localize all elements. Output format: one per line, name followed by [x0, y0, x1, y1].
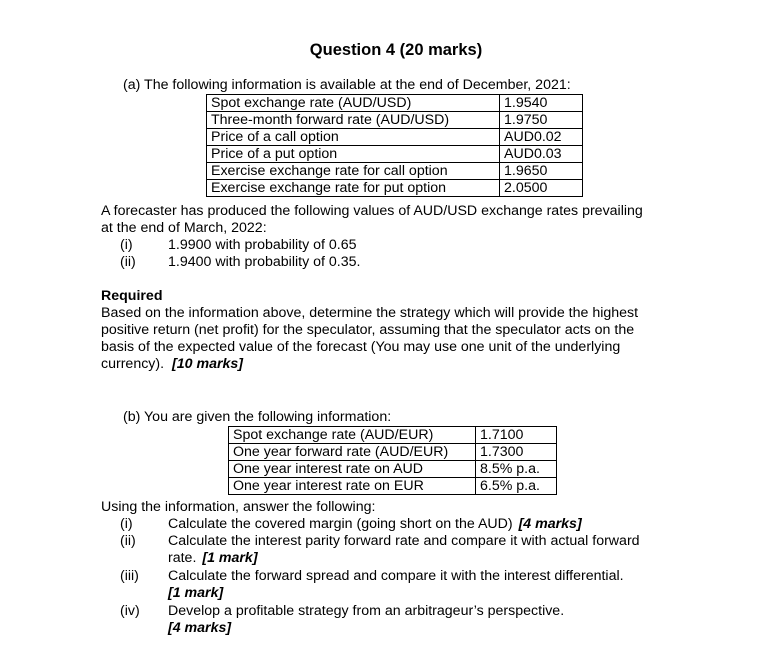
table-row — [229, 444, 557, 461]
forecast-item — [120, 254, 360, 271]
table-cell-value: 1.7100 — [476, 427, 557, 444]
table-cell-label: Exercise exchange rate for put option — [207, 180, 500, 197]
part-b-table — [228, 426, 557, 495]
question-item — [120, 516, 582, 533]
question-number: (iii) — [120, 568, 139, 584]
table-row — [229, 461, 557, 478]
table-row — [207, 163, 583, 180]
question-marks: [4 marks] — [168, 620, 232, 636]
table-cell-value: 1.9650 — [500, 163, 583, 180]
forecast-item-text: 1.9900 with probability of 0.65 — [168, 237, 357, 253]
table-cell-label: One year interest rate on AUD — [229, 461, 476, 478]
forecast-item-number: (i) — [120, 237, 133, 253]
table-row — [207, 146, 583, 163]
question-text: Calculate the covered margin (going short on the AUD) — [168, 516, 513, 532]
table-cell-value: 8.5% p.a. — [476, 461, 557, 478]
required-heading: Required — [101, 288, 163, 304]
table-row — [207, 129, 583, 146]
forecast-item — [120, 237, 357, 254]
required-marks: [10 marks] — [172, 356, 244, 372]
table-cell-label: Spot exchange rate (AUD/EUR) — [229, 427, 476, 444]
table-row — [229, 478, 557, 495]
table-cell-value: 1.9750 — [500, 112, 583, 129]
question-marks: [4 marks] — [518, 516, 582, 532]
question-text: Calculate the interest parity forward rate and compare it with actual forward — [168, 533, 640, 549]
required-last-text: currency). — [101, 356, 165, 372]
table-cell-value: 2.0500 — [500, 180, 583, 197]
forecast-line-1: A forecaster has produced the following values of AUD/USD exchange rates prevailing — [101, 203, 643, 219]
table-cell-value: 1.7300 — [476, 444, 557, 461]
question-text: Develop a profitable strategy from an arbitrageur’s perspective. — [168, 603, 565, 619]
table-cell-value: AUD0.03 — [500, 146, 583, 163]
required-line: basis of the expected value of the forecast (You may use one unit of the underlying — [101, 339, 621, 355]
page-title: Question 4 (20 marks) — [309, 41, 483, 59]
table-row — [229, 427, 557, 444]
table-row — [207, 180, 583, 197]
question-marks: [1 mark] — [202, 550, 258, 566]
table-cell-label: Spot exchange rate (AUD/USD) — [207, 95, 500, 112]
table-cell-label: One year forward rate (AUD/EUR) — [229, 444, 476, 461]
question-continuation — [168, 550, 258, 567]
question-item — [120, 533, 640, 550]
question-number: (ii) — [120, 533, 136, 549]
question-marks: [1 mark] — [168, 585, 224, 601]
table-cell-value: AUD0.02 — [500, 129, 583, 146]
question-number: (i) — [120, 516, 133, 532]
table-cell-label: Exercise exchange rate for call option — [207, 163, 500, 180]
table-cell-value: 1.9540 — [500, 95, 583, 112]
question-item — [120, 603, 564, 620]
using-line: Using the information, answer the following: — [101, 499, 376, 515]
required-line: Based on the information above, determine the strategy which will provide the highest — [101, 305, 639, 321]
question-number: (iv) — [120, 603, 140, 619]
required-line: positive return (net profit) for the speculator, assuming that the speculator acts on the — [101, 322, 635, 338]
table-cell-label: Price of a call option — [207, 129, 500, 146]
part-a-intro: (a) The following information is available at the end of December, 2021: — [123, 77, 571, 93]
table-row — [207, 112, 583, 129]
table-cell-label: Three-month forward rate (AUD/USD) — [207, 112, 500, 129]
question-text: rate. — [168, 550, 197, 566]
table-cell-label: One year interest rate on EUR — [229, 478, 476, 495]
part-a-table — [206, 94, 583, 197]
forecast-item-number: (ii) — [120, 254, 136, 270]
required-line-last — [101, 356, 243, 373]
forecast-item-text: 1.9400 with probability of 0.35. — [168, 254, 361, 270]
question-item — [120, 568, 624, 585]
table-cell-value: 6.5% p.a. — [476, 478, 557, 495]
forecast-line-2: at the end of March, 2022: — [101, 220, 267, 236]
table-row — [207, 95, 583, 112]
part-b-intro: (b) You are given the following information: — [123, 409, 392, 425]
table-cell-label: Price of a put option — [207, 146, 500, 163]
question-text: Calculate the forward spread and compare it with the interest differential. — [168, 568, 624, 584]
